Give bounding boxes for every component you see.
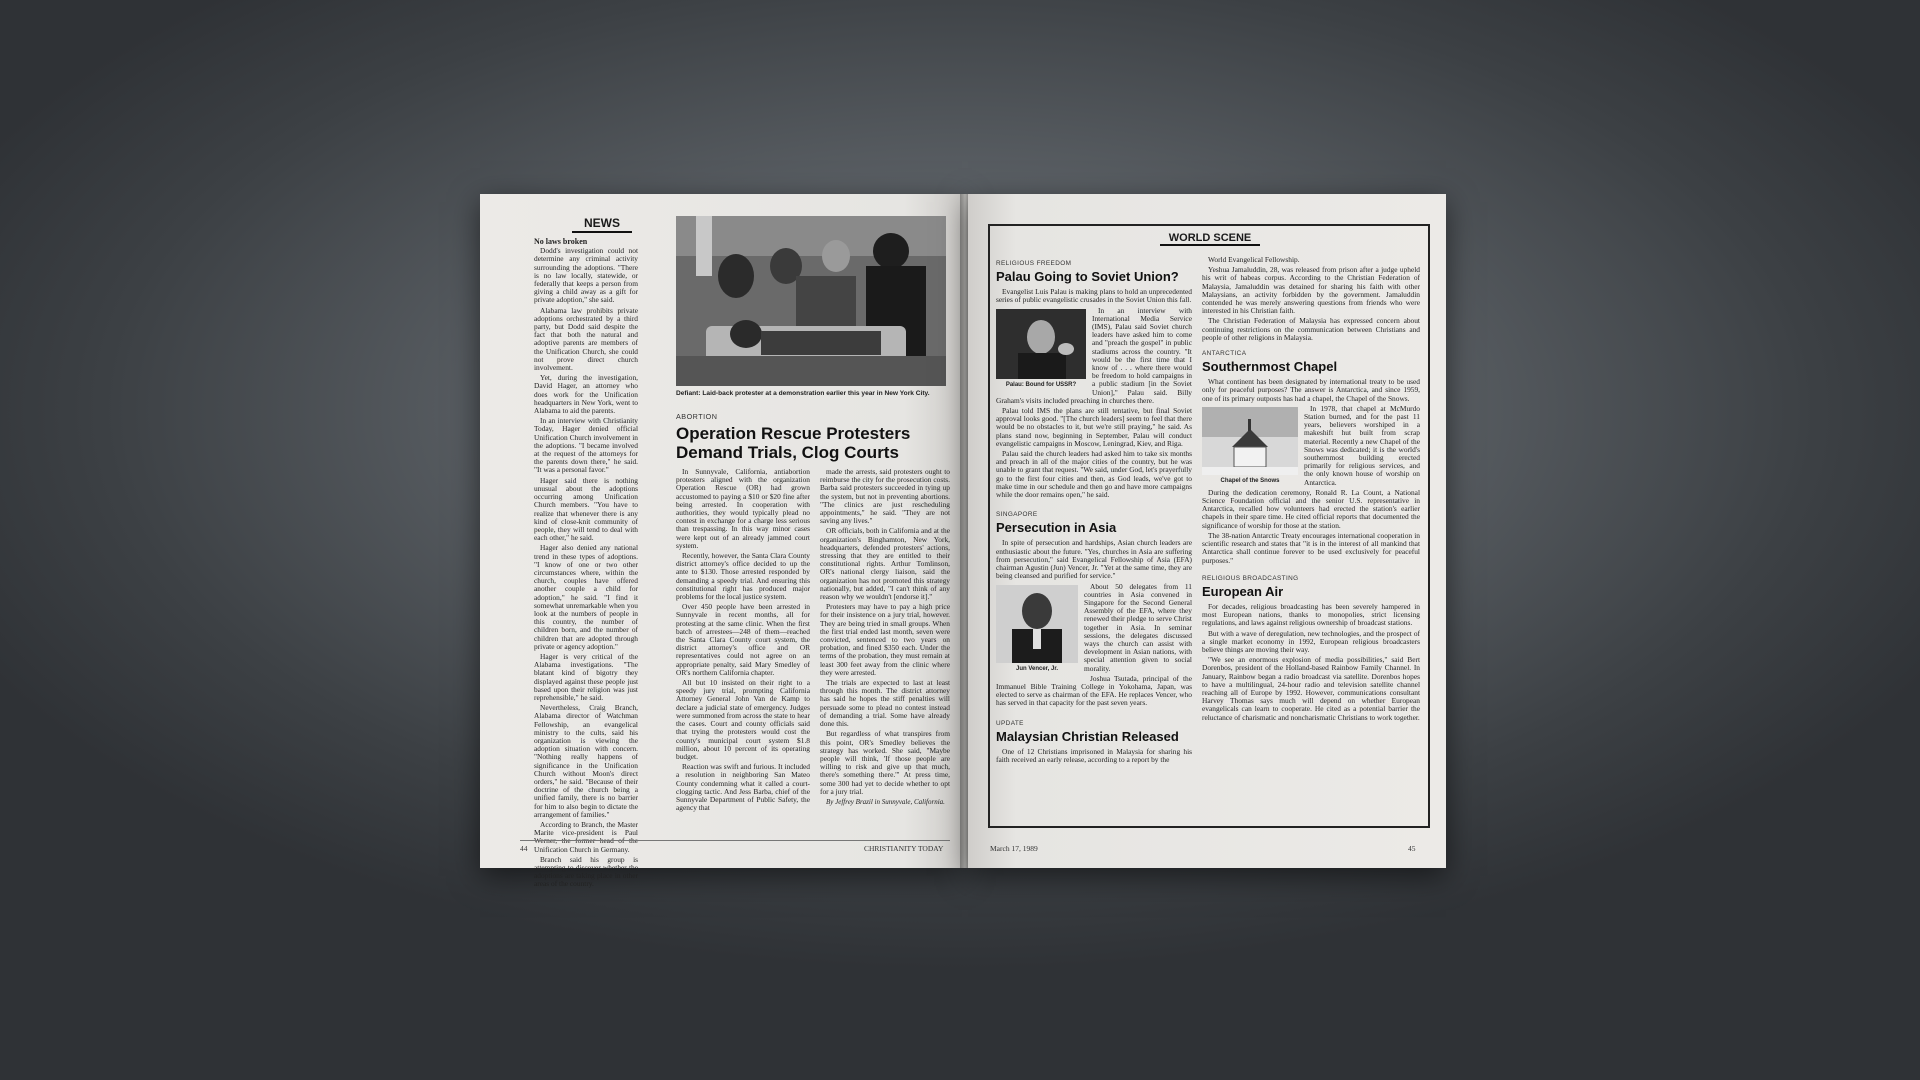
protest-photo-image (676, 216, 946, 386)
protest-photo (676, 216, 946, 386)
article-headline: Operation Rescue Protesters Demand Trials, Clog Courts (676, 424, 911, 462)
paragraph: Hager is very critical of the Alabama investigations. "The blatant kind of bigotry they displayed against these people just based upon their religion was just reprehensible," he said. (534, 651, 638, 702)
paragraph: Hager said there is nothing unusual about the adoptions occurring among Unification Church members. "You have to realize that whenever there is any kind of close-knit community of people, they will tend to deal with each other," he said. (534, 475, 638, 543)
chapel-headline: Southernmost Chapel (1202, 359, 1338, 375)
paragraph: "We see an enormous explosion of media possibilities," said Bert Dorenbos, president of the Holland-based Rainbow Family Channel. In January, Rainbow began a radio broadcast via satellite. Dorenbos hopes to have a multilingual, 24-hour radio and television satellite channel reaching all of Europe by 1992. However, communications consultant Harvey Thomas says much will depend on whether European evangelicals can learn to cooperate. He cited as a potential barrier the reluctance of charismatic and noncharismatic Christians to work together. (1202, 655, 1420, 722)
world-scene-tag: WORLD SCENE (1160, 232, 1260, 246)
chapel-photo (1202, 407, 1298, 475)
paragraph: But regardless of what transpires from this point, OR's Smedley believes the strategy has worked. She said, "Maybe people will think, 'If those people are willing to risk and give up that much, there's something there.'" At press time, some 300 had yet to decide whether to opt for a jury trial. (820, 729, 950, 796)
footer-rule (520, 840, 950, 841)
malaysian-headline: Malaysian Christian Released (996, 728, 1179, 744)
paragraph: Palau said the church leaders had asked him to take six months and preach in all of the major cities of the country, but he was unable to grant that request. "We said, under God, let's prayerfully go to the first four cities and then, as God leads, we've got to make time in our schedule and then go and have more campaigns while the door remains open," he said. (996, 449, 1192, 500)
paragraph: In Sunnyvale, California, antiabortion protesters aligned with the organization Operation Rescue (OR) had grown accustomed to paying a $10 or $20 fine after being arrested. In cooperation with authorities, they would typically plead no contest in exchange for a charge less serious than trespassing. In this way minor cases were kept out of an already jammed court system. (676, 467, 810, 550)
paragraph: For decades, religious broadcasting has been severely hampered in most European nations, thanks to monopolies, strict licensing regulations, and laws against religious ownership of broadcast stations. (1202, 601, 1420, 628)
paragraph: Palau told IMS the plans are still tentative, but final Soviet approval looks good. "[The church leaders] seem to feel that there would be no obstacles to it, but we're still praying," he said. As plans stand now, beginning in September, Palau will conduct evangelistic campaigns in Moscow, Leningrad, Kiev, and Riga. (996, 406, 1192, 448)
paragraph: In spite of persecution and hardships, Asian church leaders are enthusiastic about the future. "Yes, churches in Asia are suffering from persecution," said Evangelical Fellowship of Asia (EFA) chairman Agustin (Jun) Vencer, Jr. "Yet at the same time, they are being cleansed and purified for service." (996, 538, 1192, 581)
paragraph: One of 12 Christians imprisoned in Malaysia for sharing his faith received an early release, according to a report by the (996, 746, 1192, 764)
photo-caption: Defiant: Laid-back protester at a demonstration earlier this year in New York City. (676, 390, 930, 397)
paragraph: In an interview with Christianity Today, Hager denied official Unification Church involvement in the adoptions. "I became involved at the request of the attorneys for the parents down there," he said. "It was a personal favor." (534, 416, 638, 475)
news-section-tag: NEWS (572, 216, 632, 233)
byline: By Jeffrey Brazil in Sunnyvale, California. (826, 797, 945, 806)
paragraph: Yeshua Jamaluddin, 28, was released from prison after a judge upheld his writ of habeas corpus. According to the Christian Federation of Malaysia, Jamaluddin was detained for sharing his faith with other Malaysians, an activity forbidden by the government. Jamaluddin contended he was merely answering questions from friends who were interested in his Christian faith. (1202, 265, 1420, 316)
paragraph: About 50 delegates from 11 countries in Asia convened in Singapore for the Second General Assembly of the EFA, where they renewed their pledge to serve Christ together in Asia. In seminar sessions, the delegates discussed ways the church can assist with development in Asian nations, with special attention given to social morality. (1084, 581, 1192, 673)
abortion-kicker: ABORTION (676, 412, 718, 421)
persecution-headline: Persecution in Asia (996, 520, 1117, 536)
palau-headline: Palau Going to Soviet Union? (996, 269, 1179, 285)
chapel-figure (1202, 407, 1298, 485)
paragraph: Hager also denied any national trend in these types of adoptions. "I know of one or two other circumstances where, within the church, couples have offered another couple a child for adoption," he said. "I find it somewhat unremarkable when you look at the numbers of people in this country, the number of children born, and the number of children that are adopted through private or agency adoption." (534, 543, 638, 651)
paragraph: Reaction was swift and furious. It included a resolution in neighboring San Mateo County condemning what it called a court-clogging tactic. And Jess Barba, chief of the Sunnyvale Department of Public Safety, the agency that (676, 762, 810, 813)
singapore-kicker: SINGAPORE (996, 511, 1038, 519)
left-column-2 (676, 468, 810, 828)
paragraph: In an interview with International Media Service (IMS), Palau said Soviet church leaders have asked him to come and "preach the gospel" in public stadiums across the country. "It would be the first time that I know of . . . where there would be freedom to hold campaigns in a public stadium [in the Soviet Union]," Palau said. Billy Graham's visits included preaching in churches there. (996, 305, 1192, 405)
palau-photo (996, 309, 1086, 379)
paragraph: During the dedication ceremony, Ronald R. La Count, a National Science Foundation official and the senior U.S. representative in Antarctica, recalled how volunteers had erected the station's earlier chapels in their spare time. He cited official reports that documented the significance of worship for those at the station. (1202, 487, 1420, 530)
broadcasting-kicker: RELIGIOUS BROADCASTING (1202, 574, 1299, 582)
vencer-caption: Jun Vencer, Jr. (1015, 665, 1059, 672)
paragraph: In 1978, that chapel at McMurdo Station burned, and for the past 11 years, believers worshiped in a makeshift hut built from scrap material. Recently a new Chapel of the Snows was dedicated; it is the world's southernmost building erected primarily for religious services, and the only known house of worship on Antarctica. (1304, 403, 1420, 487)
left-column-1 (534, 237, 638, 889)
palau-figure (996, 309, 1086, 389)
paragraph: Recently, however, the Santa Clara County district attorney's office decided to up the ante to $130. Those arrested responded by demanding a speedy trial. And ensuring this constitutional right has produced major problems for the local justice system. (676, 551, 810, 602)
left-column-3 (820, 468, 950, 828)
world-scene-box (988, 224, 1430, 828)
magazine-name: CHRISTIANITY TODAY (864, 844, 944, 853)
paragraph: Protesters may have to pay a high price for their insistence on a jury trial, however. They are being tried in small groups. When the first trial ended last month, seven were convicted, sentenced to two years on probation, and fined $350 each. Under the terms of the probation, they must remain at least 300 feet away from the clinic where they were arrested. (820, 602, 950, 677)
paragraph: Over 450 people have been arrested in Sunnyvale in recent months, all for protesting at the same clinic. When the first batch of arrestees—248 of them—reached the Santa Clara County court system, the district attorney's office and OR representatives could not agree on an appropriate penalty, said Mary Smedley of OR's northern California chapter. (676, 602, 810, 677)
paragraph: made the arrests, said protesters ought to reimburse the city for the prosecution costs. Barba said protesters succeeded in tying up the system, but not in preventing abortions. "The clinics are just rescheduling appointments," he said. "They are not saving any lives." (820, 467, 950, 526)
paragraph: The Christian Federation of Malaysia has expressed concern about continuing restrictions on the communication between Christians and people of other religions in Malaysia. (1202, 316, 1420, 342)
left-page (480, 194, 962, 889)
paragraph: The trials are expected to last at least through this month. The district attorney has said he hopes the stiff penalties will persuade some to plead no contest instead of demanding a trial. Some have already done this. (820, 678, 950, 729)
paragraph: But with a wave of deregulation, new technologies, and the prospect of a single market economy in 1992, European religious broadcasters believe things are moving their way. (1202, 628, 1420, 654)
right-page (968, 194, 1446, 868)
magazine-spread (480, 194, 1446, 889)
paragraph: Nevertheless, Craig Branch, Alabama director of Watchman Fellowship, an evangelical ministry to the cults, said his organization is viewing the adoption situation with concern. "Nothing really happens of significance in the Unification Church without Moon's direct orders," he said. "Because of their doctrine of the church being a unified family, there is no barrier for him to also begin to dictate the arrangement of families." (534, 703, 638, 819)
antarctica-kicker: ANTARCTICA (1202, 350, 1247, 358)
paragraph: What continent has been designated by international treaty to be used only for peaceful purposes? The answer is Antarctica, and since 1959, one of its primary outposts has had a chapel, the Chapel of the Snows. (1202, 377, 1420, 403)
issue-date: March 17, 1989 (990, 844, 1038, 853)
right-column-1 (996, 256, 1192, 822)
paragraph: Branch said his group is attempting to discover whether the adoptions are taking place in other areas of the country. (534, 854, 638, 889)
paragraph: The 38-nation Antarctic Treaty encourages international cooperation in scientific research and states that "it is in the interest of all mankind that Antarctica shall continue forever to be used exclusively for peaceful purposes." (1202, 530, 1420, 565)
paragraph: Evangelist Luis Palau is making plans to hold an unprecedented series of public evangelistic crusades in the Soviet Union this fall. (996, 287, 1192, 305)
paragraph: Yet, during the investigation, David Hager, an attorney who does work for the Unification headquarters in New York, went to Alabama to aid the parents. (534, 373, 638, 416)
religious-freedom-kicker: RELIGIOUS FREEDOM (996, 260, 1072, 267)
vencer-figure (996, 585, 1078, 673)
update-kicker: UPDATE (996, 719, 1024, 727)
palau-caption: Palau: Bound for USSR? (1005, 381, 1077, 388)
paragraph: Dodd's investigation could not determine any criminal activity surrounding the adoptions. "There is no law locally, statewide, or federally that keeps a person from giving a child away as a gift for private adoption," she said. (534, 246, 638, 305)
paragraph: Alabama law prohibits private adoptions orchestrated by a third party, but Dodd said despite the fact that both the natural and adoptive parents are members of the Unification Church, she could not prove direct church involvement. (534, 305, 638, 373)
european-air-headline: European Air (1202, 583, 1284, 599)
right-column-2 (1202, 256, 1420, 822)
vencer-photo (996, 585, 1078, 663)
paragraph: Joshua Tsutada, principal of the Immanuel Bible Training College in Yokohama, Japan, was elected to serve as chairman of the EFA. He replaces Vencer, who has served in that capacity for the past seven years. (996, 673, 1192, 708)
paragraph: OR officials, both in California and at the organization's Binghamton, New York, headquarters, defended protesters' actions, stressing that they are entitled to their constitutional rights. Arthur Tomlinson, OR's national clergy liaison, said the organization has not promoted this strategy nationally, but added, "I can't think of any reason why we wouldn't [endorse it]." (820, 526, 950, 602)
paragraph: All but 10 insisted on their right to a speedy jury trial, prompting California Attorney General John Van de Kamp to declare a judicial state of emergency. Judges were summoned from across the state to hear the cases. Court and county officials said that trying the protesters would cost the county's municipal court system $1.8 million, about 10 percent of its operating budget. (676, 678, 810, 761)
right-page-number: 45 (1408, 844, 1416, 853)
paragraph: World Evangelical Fellowship. (1208, 255, 1300, 264)
subhead: No laws broken (534, 237, 588, 246)
chapel-caption: Chapel of the Snows (1220, 478, 1280, 485)
paragraph: According to Branch, the Master Marite vice-president is Paul Unification Church in Germany. (534, 820, 638, 854)
left-page-number: 44 (520, 844, 528, 853)
